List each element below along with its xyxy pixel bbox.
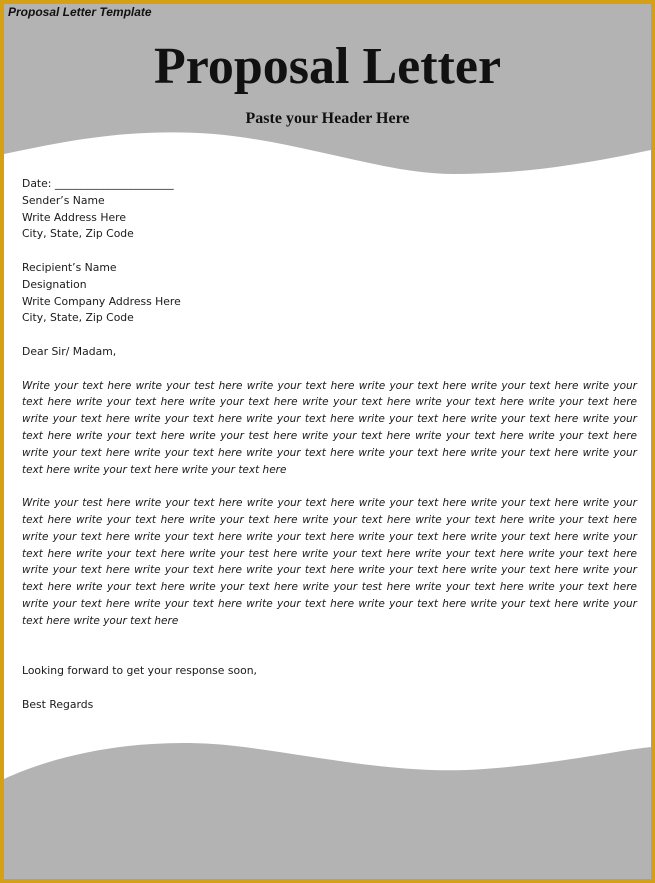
recipient-city: City, State, Zip Code (22, 311, 134, 325)
closing-line: Looking forward to get your response soon, (22, 664, 257, 678)
page-title: Proposal Letter (153, 38, 502, 95)
letter-body (22, 176, 637, 714)
signoff: Best Regards (22, 697, 94, 711)
template-label: Proposal Letter Template (8, 5, 152, 19)
recipient-address: Write Company Address Here (22, 294, 181, 308)
sender-city: City, State, Zip Code (22, 227, 134, 241)
sender-address: Write Address Here (22, 210, 126, 224)
recipient-name: Recipient’s Name (22, 260, 117, 274)
footer-wave (4, 729, 651, 879)
salutation: Dear Sir/ Madam, (22, 344, 117, 358)
date-line: Date: ______________________ (22, 177, 174, 190)
body-paragraph-1: Write your text here write your test here write your text here write your text here write your text here write your text here write your text here write your text here write your text here write your text here write your text here write your text here write your text here write your text here write your text here write your text here write your text here write your text here write your test here write your text here write your text here write your text here write your text here write your text here write your text here write your text here write your text here write your text here write your text here write your text here (22, 379, 637, 476)
recipient-designation: Designation (22, 277, 87, 291)
header-placeholder: Paste your Header Here (245, 110, 410, 127)
sender-name: Sender’s Name (22, 193, 105, 207)
body-paragraph-2: Write your test here write your text here write your text here write your text here write your text here write your text here write your text here write your text here write your text here write your text here write your text here write your text here write your text here write your text here write your text here write your text here write your text here write your text here write your test here write your text here write your text here write your text here write your text here write your text here write your text here write your text here write your text here write your text here write your text here write your text here write your test here write your text here write your text here write your text here write your text here write your text here write your text here write your text here write your text here write your text here (22, 497, 637, 627)
